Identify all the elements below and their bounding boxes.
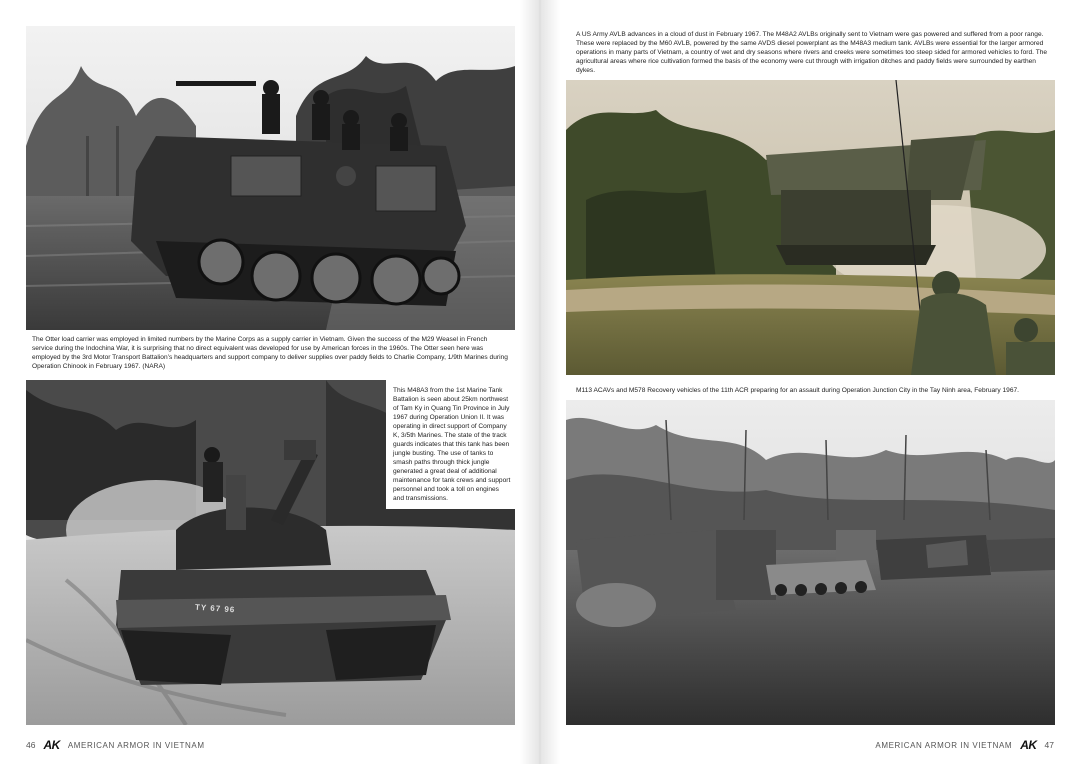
- avlb-photo: [566, 80, 1055, 375]
- m113-caption: M113 ACAVs and M578 Recovery vehicles of the 11th ACR preparing for an assault during Operation Junction City in the Tay Ninh area, February 1967.: [576, 387, 1019, 394]
- m48a3-caption: This M48A3 from the 1st Marine Tank Battalion is seen about 25km northwest of Tam Ky in Quang Tin Province in July 1967 during Operation Union II. It was operating in direct support of Company K, 3/5th Marines. The state of the track guards indicates that this tank has been jungle busting. The use of tanks to smash paths through thick jungle generated a great deal of additional maintenance for tank crews and support personnel and took a toll on engines and transmissions.: [386, 380, 517, 509]
- right-footer: [875, 738, 1054, 752]
- page-number-right: 47: [1044, 740, 1054, 750]
- left-footer: [26, 738, 205, 752]
- ak-logo: AK: [1020, 738, 1037, 752]
- otter-carrier-photo: [26, 26, 515, 330]
- page-number-left: 46: [26, 740, 36, 750]
- right-page: [540, 0, 1080, 764]
- tank-marking: TY 67 96: [194, 602, 236, 615]
- avlb-caption: A US Army AVLB advances in a cloud of dust in February 1967. The M48A2 AVLBs originally sent to Vietnam were gas powered and suffered from a poor range. These were replaced by the M60 AVLB, powered by the same AVDS diesel powerplant as the M48A3 medium tank. AVLBs were essential for the larger armored operations in many parts of Vietnam, a country of wet and dry seasons where rivers and creeks were sometimes too steep sided for armored vehicles to ford. The agricultural areas where rice cultivation formed the basis of the economy were cut through with irrigation ditches and paddy fields were surrounded by earthen dykes.: [576, 31, 1048, 74]
- ak-logo: AK: [43, 738, 60, 752]
- otter-caption: The Otter load carrier was employed in limited numbers by the Marine Corps as a supply carrier in Vietnam. Given the success of the M29 Weasel in French service during the Indochina War, it is surprising that no direct equivalent was developed for use by American forces in the 1960s. The Otter seen here was employed by the 3rd Motor Transport Battalion’s headquarters and support company to deliver supplies over paddy fields to Charlie Company, 1/9th Marines during Operation Chinook in February 1967. (NARA): [26, 330, 515, 376]
- book-title-right: AMERICAN ARMOR IN VIETNAM: [875, 740, 1013, 750]
- m113-acav-photo: [566, 400, 1055, 725]
- book-title-left: AMERICAN ARMOR IN VIETNAM: [67, 740, 205, 750]
